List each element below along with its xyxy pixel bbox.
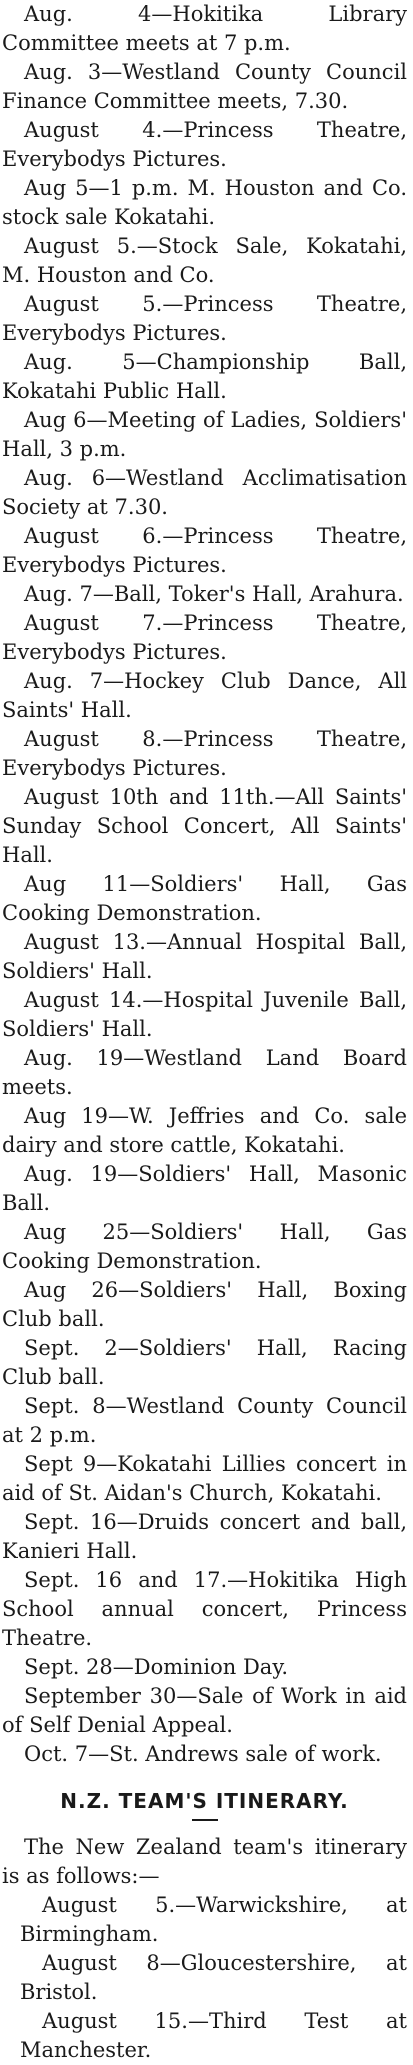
event-entry: August 8.—Princess Theatre, Everybodys Pictures. [2, 727, 407, 780]
event-entry: Sept. 16—Druids concert and ball, Kanieri Hall. [2, 1510, 407, 1563]
event-entry: August 10th and 11th.—All Saints' Sunday School Concert, All Saints' Hall. [2, 785, 407, 867]
event-entry: Aug. 7—Ball, Toker's Hall, Arahura. [24, 582, 404, 606]
event-entry: Sept 9—Kokatahi Lillies concert in aid of St. Aidan's Church, Kokatahi. [2, 1452, 407, 1505]
heading-rule [192, 1819, 218, 1821]
itinerary-item: August 8—Gloucestershire, at Bristol. [20, 1951, 407, 2004]
event-entry: August 14.—Hospital Juvenile Ball, Soldiers' Hall. [2, 988, 407, 1041]
event-entry: Sept. 8—Westland County Council at 2 p.m. [2, 1394, 407, 1447]
event-entry: Aug. 4—Hokitika Library Committee meets at 7 p.m. [2, 2, 407, 55]
event-entry: August 7.—Princess Theatre, Everybodys Pictures. [2, 611, 407, 664]
event-entry: September 30—Sale of Work in aid of Self Denial Appeal. [2, 1684, 407, 1737]
event-entry: Aug. 19—Westland Land Board meets. [2, 1046, 407, 1099]
event-entry: Aug 25—Soldiers' Hall, Gas Cooking Demonstration. [2, 1220, 407, 1273]
itinerary-item: August 5.—Warwickshire, at Birmingham. [20, 1893, 407, 1946]
event-entry: Aug. 3—Westland County Council Finance Committee meets, 7.30. [2, 60, 407, 113]
itinerary-intro: The New Zealand team's itinerary is as follows:— [2, 1835, 407, 1888]
event-entry: Aug. 5—Championship Ball, Kokatahi Public Hall. [2, 350, 407, 403]
itinerary-section [2, 1789, 407, 2065]
event-entry: Aug. 6—Westland Acclimatisation Society at 7.30. [2, 466, 407, 519]
itinerary-item: August 15.—Third Test at Manchester. [20, 2009, 407, 2062]
event-entry: Aug 5—1 p.m. M. Houston and Co. stock sale Kokatahi. [2, 176, 407, 229]
event-entry: Aug 19—W. Jeffries and Co. sale dairy and store cattle, Kokatahi. [2, 1104, 407, 1157]
event-entry: Aug. 7—Hockey Club Dance, All Saints' Hall. [2, 669, 407, 722]
event-entry: August 5.—Stock Sale, Kokatahi, M. Houston and Co. [2, 234, 407, 287]
event-entry: August 4.—Princess Theatre, Everybodys Pictures. [2, 118, 407, 171]
event-entry: Aug. 19—Soldiers' Hall, Masonic Ball. [2, 1162, 407, 1215]
event-entry: Oct. 7—St. Andrews sale of work. [24, 1742, 382, 1766]
event-entry: August 6.—Princess Theatre, Everybodys Pictures. [2, 524, 407, 577]
event-entry: Sept. 16 and 17.—Hokitika High School annual concert, Princess Theatre. [2, 1568, 407, 1650]
event-entry: Aug 26—Soldiers' Hall, Boxing Club ball. [2, 1278, 407, 1331]
event-entry: August 5.—Princess Theatre, Everybodys Pictures. [2, 292, 407, 345]
event-entry: August 13.—Annual Hospital Ball, Soldiers' Hall. [2, 930, 407, 983]
itinerary-items [2, 1891, 407, 2065]
itinerary-heading: N.Z. TEAM'S ITINERARY. [60, 1789, 349, 1813]
event-entry: Sept. 2—Soldiers' Hall, Racing Club ball. [2, 1336, 407, 1389]
event-entry: Sept. 28—Dominion Day. [24, 1655, 289, 1679]
events-list [2, 0, 407, 1769]
event-entry: Aug 11—Soldiers' Hall, Gas Cooking Demonstration. [2, 872, 407, 925]
event-entry: Aug 6—Meeting of Ladies, Soldiers' Hall, 3 p.m. [2, 408, 407, 461]
